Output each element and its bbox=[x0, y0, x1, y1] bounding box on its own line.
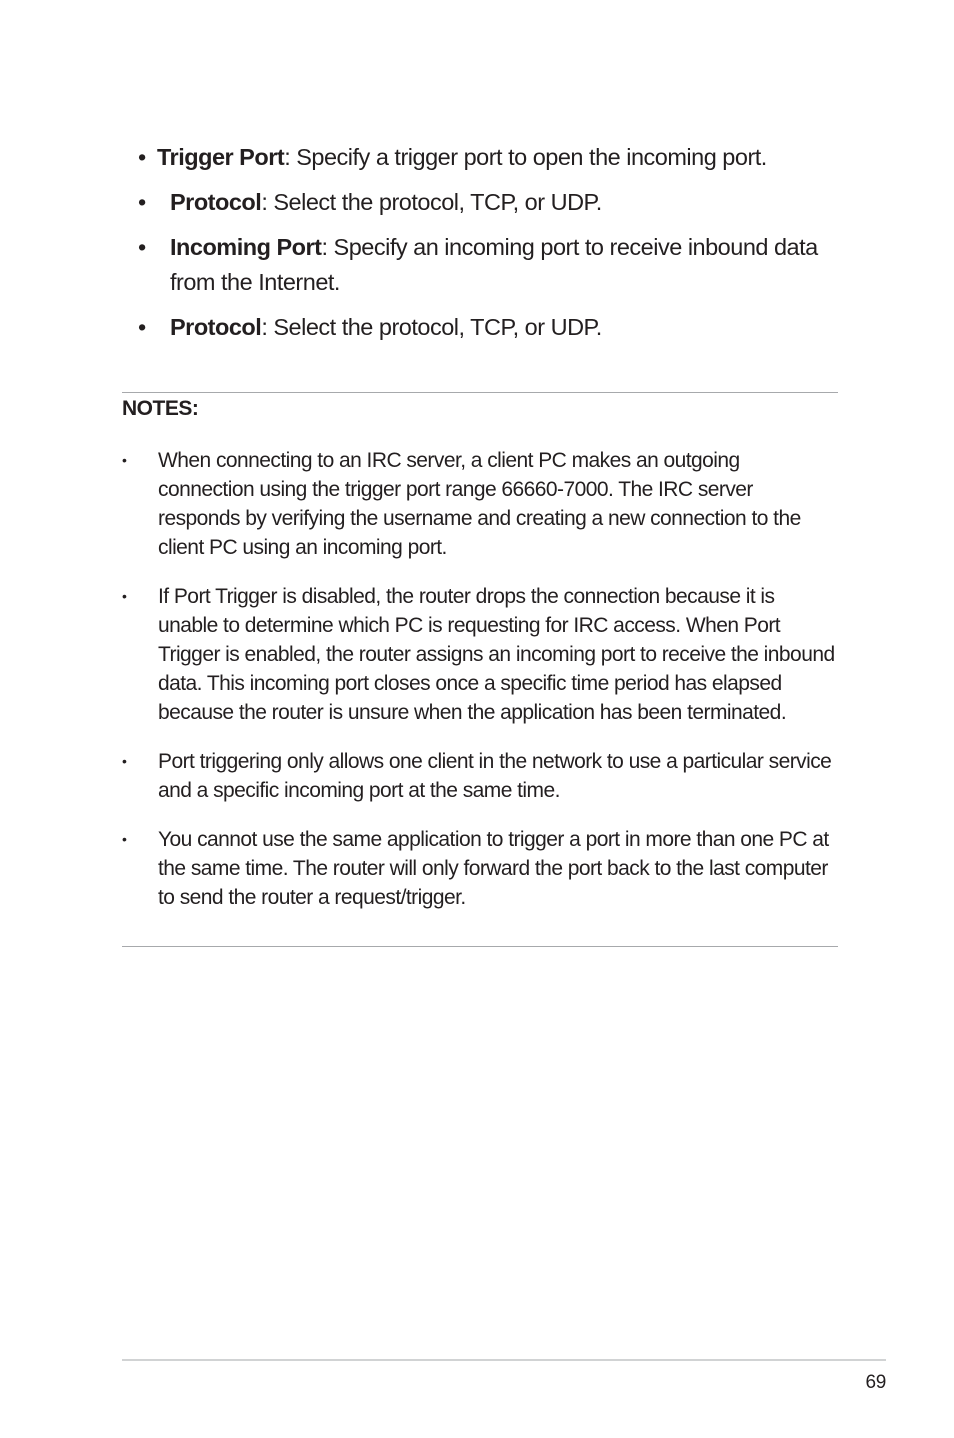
param-description bbox=[138, 140, 838, 175]
bullet: • bbox=[138, 144, 146, 170]
bullet: • bbox=[138, 234, 146, 260]
param-description bbox=[138, 230, 838, 300]
bullet: • bbox=[138, 189, 146, 215]
bullet: • bbox=[122, 753, 127, 769]
param-term: Protocol bbox=[170, 314, 262, 340]
note-text: When connecting to an IRC server, a client PC makes an outgoing connection using the trigger port range 66660-7000. The IRC server responds by verifying the username and creating a new connection to the client PC using an incoming port. bbox=[158, 449, 801, 559]
list-item bbox=[138, 230, 838, 300]
bullet: • bbox=[122, 452, 127, 468]
list-item bbox=[138, 140, 838, 175]
notes-title: NOTES: bbox=[122, 397, 199, 420]
param-text: : Specify an incoming port to receive inbound data from the Internet. bbox=[170, 234, 818, 295]
page-number: 69 bbox=[865, 1372, 886, 1393]
list-item bbox=[138, 185, 838, 220]
param-description bbox=[138, 310, 838, 345]
param-term: Incoming Port bbox=[170, 234, 322, 260]
note-text: You cannot use the same application to trigger a port in more than one PC at the same time. The router will only forward the port back to the last computer to send the router a request/trigger. bbox=[158, 828, 829, 909]
note-text: If Port Trigger is disabled, the router drops the connection because it is unable to determine which PC is requesting for IRC access. When Port Trigger is enabled, the router assigns an incoming port to receive the inbound data. This incoming port closes once a specific time period has elapsed because the router is unsure when the application has been terminated. bbox=[158, 585, 835, 724]
bullet: • bbox=[122, 831, 127, 847]
param-text: : Select the protocol, TCP, or UDP. bbox=[261, 314, 602, 340]
list-item bbox=[122, 582, 838, 727]
notes-list bbox=[122, 446, 838, 932]
param-text: : Specify a trigger port to open the incoming port. bbox=[284, 144, 767, 170]
param-term: Trigger Port bbox=[157, 144, 285, 170]
param-term: Protocol bbox=[170, 189, 262, 215]
list-item bbox=[122, 446, 838, 562]
list-item bbox=[122, 747, 838, 805]
notes-box bbox=[122, 392, 838, 947]
param-description bbox=[138, 185, 838, 220]
param-text: : Select the protocol, TCP, or UDP. bbox=[261, 189, 602, 215]
parameter-list bbox=[138, 140, 838, 355]
note-text: Port triggering only allows one client in the network to use a particular service and a specific incoming port at the same time. bbox=[158, 750, 832, 802]
list-item bbox=[122, 825, 838, 912]
bullet: • bbox=[122, 588, 127, 604]
bullet: • bbox=[138, 314, 146, 340]
footer-divider bbox=[122, 1359, 886, 1361]
list-item bbox=[138, 310, 838, 345]
